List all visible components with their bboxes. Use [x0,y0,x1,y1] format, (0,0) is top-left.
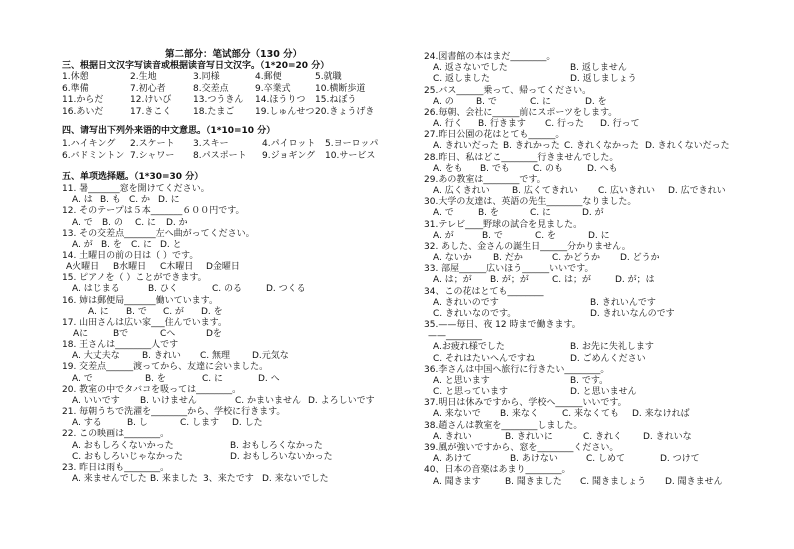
question-35-options-cd [0,354,794,365]
q40-option-a: A. 聞きます [433,476,481,487]
q23-option-d: D. 来ないでした [262,473,329,484]
q13-option-d: D. と [160,239,182,250]
question-26: 26.毎朝、会社に______前にスポーツをします。 [424,107,618,118]
vocab-item: 20.きょうげき [315,106,375,117]
question-32: 32. あした、金さんの誕生日______分かりません。 [424,241,631,252]
question-36-options-cd [0,384,794,398]
q24-option-b: B. 返しません [570,63,627,74]
q16-option-d: D. を [201,306,223,317]
q11-option-a: A. は [72,195,93,206]
question-22: 22. この映画は________。 [62,429,170,440]
q15-option-b: B. ひく [148,284,178,295]
question-36-options-ab [0,373,794,387]
q25-option-d: D. を [585,96,607,107]
question-34-options-cd [0,306,794,320]
question-14: 14. 土曜日の前の日は（ ）です。 [62,250,199,261]
q25-option-b: B. で [476,96,497,107]
vocab-item: 19.しゅんせつ [255,106,315,117]
q26-option-b: B. 行きます [478,119,526,129]
q28-option-c: C. のも [533,163,564,174]
question-27-options [0,141,794,152]
q22-option-b: B. おもしろくなかった [230,440,323,451]
loanword-item: 6.バドミントン [62,151,125,161]
question-35-reply-blank: ——________ [428,331,482,342]
part-title: 第二部分：笔试部分（130 分） [165,49,303,60]
q17-option-c: Cへ [160,329,176,339]
q11-option-c: C. か [129,195,151,206]
q40-option-b: B. 聞きました [505,476,562,487]
q25-option-c: C. に [530,96,552,107]
q21-option-c: C. します [180,418,220,429]
q14-option-b: B水曜日 [113,262,147,273]
q19-option-b: B. を [145,373,166,384]
question-20: 20. 教室の中でタバコを吸っては________。 [62,384,242,395]
question-36: 36.李さんは中国へ旅行に行きたい________。 [424,364,610,375]
loanword-item: 2.スケート [130,139,175,149]
question-35: 35.——毎日、夜 12 時まで働きます。 [424,320,581,331]
q16-option-b: B. で [126,306,147,317]
question-30-options [0,208,794,219]
q11-option-b: B. も [100,195,121,206]
q26-option-d: D. 行って [600,119,640,129]
vocab-item: 16.あいだ [62,106,104,117]
q34-option-c: C. きれいなのです。 [433,308,517,319]
q34-option-a: A. きれいのです [433,297,499,308]
q18-option-a: A. 大丈夫な [72,351,120,362]
q12-option-d: D. か [166,217,188,228]
vocab-item: 3.同様 [193,72,220,82]
question-25: 25.バス______乗って、帰ってください。 [424,85,592,96]
q37-option-d: D. 来なければ [632,409,690,420]
q19-option-c: C. に [202,373,224,384]
q28-option-d: D. へも [587,163,618,174]
q17-option-d: Dを [206,329,222,339]
q25-option-a: A. の [433,96,454,107]
question-35-options-ab [0,342,794,353]
q33-option-b: B. が；が [490,275,529,286]
q38-option-c: C. きれく [583,431,623,442]
q12-option-c: C. に [135,217,157,228]
loanword-item: 1.ハイキング [62,139,116,149]
q31-option-d: D. に [588,230,610,241]
q32-option-a: A. ないか [433,253,472,264]
q18-option-b: B. きれい [142,351,181,362]
q14-option-a: A火曜日 [66,262,100,273]
question-33: 33. 部屋______広いほう______いいです。 [424,264,594,275]
section-3-heading: 三、根据日文汉字写读音或根据读音写日文汉字。（1*20=20 分） [62,61,330,71]
q28-option-b: B. でも [480,163,510,174]
question-18: 18. 王さんは________人です [62,340,179,351]
q33-option-d: D. が；は [615,275,655,286]
question-34-options-ab [0,295,794,309]
vocab-item: 11.からだ [62,95,104,105]
vocab-item: 4.郵便 [255,72,282,82]
q39-option-d: D. つけて [660,454,700,465]
q31-option-b: B. で [482,230,503,241]
q22-option-c: C. おもしろいじゃなかった [72,451,184,462]
question-38: 38.趙さんは教室を________しました。 [424,420,583,431]
question-31-options [0,228,794,242]
question-34: 34、この花はとても________ [424,286,544,297]
q27-option-a: A. きれいだった [433,141,499,152]
q11-option-d: D. に [158,195,180,206]
vocab-item: 5.就職 [315,72,342,82]
q20-option-c: C. かまいません [235,395,302,406]
q29-option-c: C. 広いきれい [598,186,656,196]
q32-option-b: B. だか [493,253,523,264]
q38-option-b: B. きれいに [505,431,553,442]
question-24: 24.図書館の本はまだ________。 [424,52,556,62]
q39-option-b: B. あけない [510,454,558,465]
q27-option-c: C. きれくなかった [564,141,640,152]
question-39: 39.風が強いですから、窓を________ください。 [424,443,619,453]
loanword-item: 3.スキー [193,139,229,149]
vocab-item: 17.きこく [130,106,172,117]
q35-option-b: B. お先に失礼します [570,342,654,353]
question-16: 16. 姉は郵便局_______働いています。 [62,295,218,306]
q33-option-a: A. は；が [433,275,472,286]
q38-option-d: D. きれいな [643,431,692,442]
q21-option-a: A. する [72,418,102,429]
q12-option-a: A. で [72,217,93,228]
loanword-item: 5.ヨーロッパ [325,139,379,149]
q27-option-b: B. きれかった [503,141,560,152]
q23-option-a: A. 来ませんでした [72,473,147,484]
q17-option-a: Aに [73,329,89,339]
q30-option-b: B. を [478,208,499,219]
vocab-item: 18.たまご [193,106,235,117]
vocab-item: 9.卒業式 [255,83,291,94]
question-17: 17. 山田さんは広い家___住んでいます。 [62,317,227,328]
loanword-item: 4.パイロット [262,139,316,149]
q14-option-d: D金曜日 [206,262,240,273]
q24-option-d: D. 返しましょう [570,74,637,85]
question-24-options-cd [0,74,794,85]
q15-option-c: C. のる [212,284,243,295]
question-37-options [0,409,794,420]
vocab-item: 7.初心者 [130,83,166,94]
q29-option-d: D. 広できれい [668,186,726,196]
q13-option-c: C. に [131,239,153,250]
q36-option-a: A. と思います [433,375,490,386]
q22-option-d: D. おもしろいないかった [230,451,333,462]
question-29-options [0,186,794,197]
q27-option-d: D. きれくないだった [645,141,730,152]
q34-option-d: D. きれいなんのです [590,308,675,319]
q36-option-b: B. です。 [570,375,609,386]
question-21: 21. 毎朝うちで洗濯を________から、学校に行きます。 [62,407,286,417]
q16-option-c: C. が [163,306,185,317]
vocab-item: 15.ねぼう [315,95,357,105]
vocab-item: 14.ほうりつ [255,95,306,105]
q22-option-a: A. おもしろくないかった [72,440,174,451]
question-29: 29.あの教室は________です。 [424,174,546,185]
q35-option-a: A.お疲れ様でした [433,342,505,353]
q31-option-c: C. を [535,230,557,241]
loanword-item: 10.サービス [325,151,376,161]
q19-option-d: D. へ [258,373,280,384]
question-19: 19. 交差点______渡ってから、友達に会いました。 [62,362,269,373]
q14-option-c: C木曜日 [160,262,194,273]
vocab-item: 10.横断歩道 [315,83,366,94]
section-4-heading: 四、请写出下列外来语的中文意思。（1*10=10 分） [62,126,276,136]
vocab-item: 2.生地 [130,72,157,82]
vocab-item: 13.つうきん [193,95,244,105]
q31-option-a: A. が [433,230,454,241]
q36-option-c: C. と思っています [433,387,509,398]
q23-option-c: 3、来たです [203,473,254,484]
q34-option-b: B. きれいんです [590,297,656,308]
question-24-options-ab [0,63,794,74]
q32-option-d: D. どうか [620,253,660,264]
loanword-item: 9.ジョギング [262,151,316,161]
question-15: 15. ピアノを（ ）ことができます。 [62,273,207,284]
q37-option-c: C. 来なくても [562,409,620,420]
vocab-item: 12.けいび [130,95,172,105]
q16-option-a: A. に [88,306,109,317]
q26-option-c: C. 行った [545,119,585,129]
q18-option-c: C. 無理 [200,351,231,362]
question-28: 28.昨日、私はどこ________行きませんでした。 [424,152,619,163]
q23-option-b: B. 来ました [150,473,198,484]
section-3-row-4 [0,107,794,118]
loanword-item: 7.シャワー [130,151,175,161]
question-40: 40、日本の音楽はあまり________。 [424,465,571,476]
q40-option-c: C. 聞きましょう [580,476,647,487]
question-33-options [0,275,794,286]
question-40-options [0,477,794,488]
q13-option-b: B. を [101,239,122,250]
q39-option-a: A. あけて [433,454,472,465]
q20-option-d: D. よろしいです [308,395,375,406]
q37-option-b: B. 来なく [500,409,539,420]
q24-option-c: C. 返しました [433,74,491,85]
q36-option-d: D. と思いません [570,387,637,398]
question-37: 37.明日は休みですから、学校へ______いいです。 [424,398,627,409]
q35-option-d: D. ごめんください [570,353,646,364]
q29-option-b: B. 広くてきれい [512,186,578,196]
q37-option-a: A. 来ないで [433,409,481,420]
section-4-row-2 [0,151,794,162]
question-32-options [0,250,794,264]
question-30: 30.大学の友達は、英語の先生________なりました。 [424,197,637,208]
q33-option-c: C. は；が [552,275,592,286]
q30-option-c: C. に [530,208,552,219]
q15-option-a: A. はじまる [72,284,120,295]
q21-option-b: B. し [127,418,148,429]
q21-option-d: D. した [232,418,263,429]
q35-option-c: C. それはたいへんですね [433,353,536,364]
vocab-item: 8.交差点 [193,83,229,94]
question-38-options [0,432,794,443]
q28-option-a: A. をも [433,163,463,174]
q39-option-c: C. しめて [586,454,626,465]
q20-option-b: B. いけません [140,395,197,406]
q12-option-b: B. の [102,217,123,228]
question-13: 13. その交差点_______左へ曲がってください。 [62,228,255,239]
q15-option-d: D. つくる [266,284,306,295]
q32-option-c: C. かどうか [552,253,601,264]
question-17-options [0,329,794,340]
q24-option-a: A. 返さないでした [433,63,508,74]
q13-option-a: A. が [72,239,93,250]
q18-option-d: D.元気な [252,351,289,362]
question-39-options [0,451,794,465]
vocab-item: 1.休憩 [62,72,89,82]
section-5-heading: 五、单项选择题。（1*30=30 分） [62,172,204,182]
question-12: 12. そのテープは５本_______６００円です。 [62,206,245,217]
question-26-options [0,119,794,130]
q30-option-d: D. が [582,208,604,219]
q26-option-a: A. 行く [433,119,463,129]
question-31: 31.テレビ____野球の試合を見ました。 [424,219,583,230]
q19-option-a: A. で [72,373,93,384]
vocab-item: 6.準備 [62,83,89,94]
q40-option-d: D. 聞きません [665,476,723,487]
q29-option-a: A. 広くきれい [433,186,490,196]
q20-option-a: A. いいです [72,395,120,406]
q30-option-a: A. で [433,208,454,219]
question-23: 23. 昨日は雨も________。 [62,462,170,473]
question-11: 11. 暑_______窓を開けてください。 [62,184,210,194]
q38-option-a: A. きれい [433,431,472,442]
loanword-item: 8.パスポート [193,151,247,161]
question-28-options [0,164,794,175]
q17-option-b: Bで [113,329,129,339]
question-27: 27.昨日公園の花はとても______。 [424,130,565,141]
question-25-options [0,97,794,108]
